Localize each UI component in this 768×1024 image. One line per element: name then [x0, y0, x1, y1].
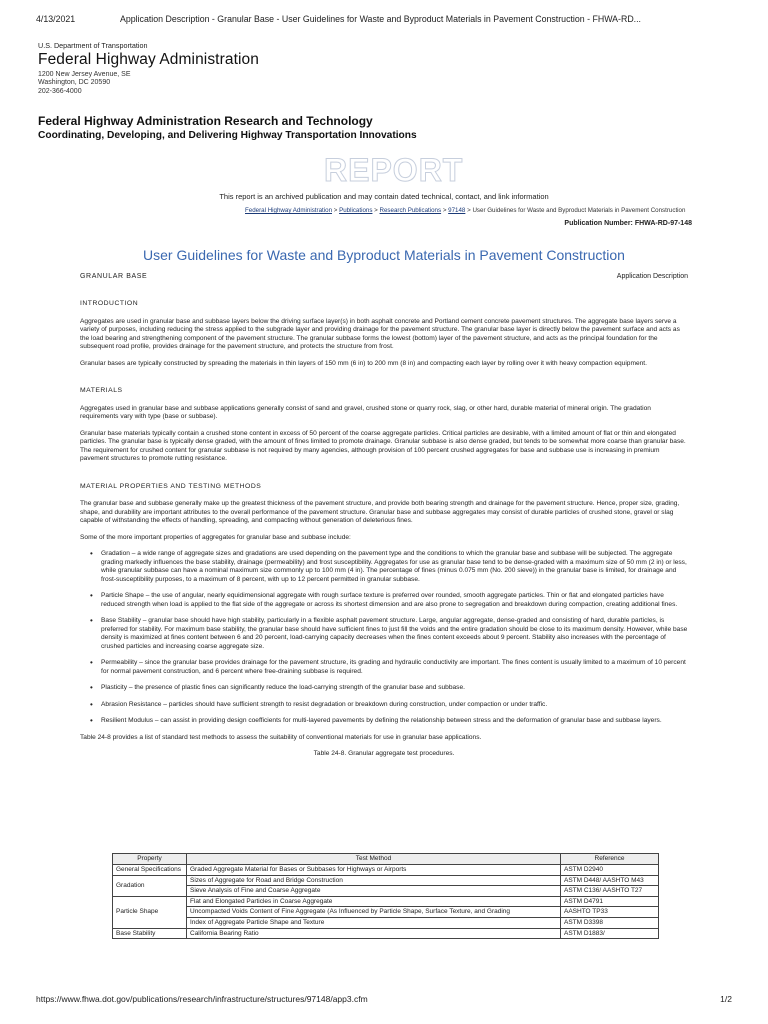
- list-item: • Abrasion Resistance – particles should have sufficient strength to resist degradation or breakdown during construction, under compaction or under traffic.: [90, 701, 688, 710]
- report-watermark: REPORT: [324, 152, 464, 188]
- page-url[interactable]: https://www.fhwa.dot.gov/publications/research/infrastructure/structures/97148/app3.cfm: [36, 994, 368, 1004]
- method-cell: Index of Aggregate Particle Shape and Texture: [187, 917, 561, 928]
- print-date: 4/13/2021: [36, 14, 76, 24]
- table-row: [113, 896, 659, 907]
- heading-materials: MATERIALS: [80, 387, 123, 394]
- paragraph: Aggregates used in granular base and subbase applications generally consist of sand and gravel, crushed stone or quarry rock, slag, or other hard, durable material of mineral origin. The gradation requirements vary with type (base or subbase).: [80, 404, 651, 420]
- test-procedures-table: [112, 853, 659, 939]
- method-cell: Uncompacted Voids Content of Fine Aggregate (As Influenced by Particle Shape, Surface Texture, and Grading: [187, 907, 561, 918]
- heading-material-properties: MATERIAL PROPERTIES AND TESTING METHODS: [80, 482, 262, 490]
- publication-number: Publication Number: FHWA-RD-97-148: [564, 220, 692, 227]
- list-item: • Particle Shape – the use of angular, nearly equidimensional aggregate with rough surface texture is preferred over rounded, smooth aggregate particles. Thin or flat and elongated particles have reduced strength when load is applied to the flat side of the aggregate or across its shortest dimension and are also prone to segregation and breakdown during compaction, creating additional fines.: [90, 592, 688, 609]
- reference-cell: ASTM D2940: [561, 865, 659, 876]
- section-row: [80, 273, 688, 280]
- agency-name[interactable]: Federal Highway Administration: [38, 51, 259, 68]
- method-cell: Graded Aggregate Material for Bases or Subbases for Highways or Airports: [187, 865, 561, 876]
- column-header-reference: Reference: [561, 854, 659, 865]
- column-header-test-method: Test Method: [187, 854, 561, 865]
- property-cell: Gradation: [113, 875, 187, 896]
- section-name: GRANULAR BASE: [80, 273, 148, 280]
- print-header: [36, 14, 732, 28]
- table-row: [113, 865, 659, 876]
- research-subtitle: Coordinating, Developing, and Delivering Highway Transportation Innovations: [38, 130, 417, 141]
- paragraph: The granular base and subbase generally make up the greatest thickness of the pavement structure, and provide both bearing strength and drainage for the pavement structure. Hence, proper size, grading, shape, and durability are important attributes to the overall performance of the pavement structure. Granular base and subbase aggregates may consist of durable particles of crushed stone, gravel or slag capable of withstanding the effects of handling, spreading, and compacting without generation of deleterious fines.: [80, 500, 680, 524]
- page-number: 1/2: [720, 994, 732, 1004]
- heading-introduction: INTRODUCTION: [80, 300, 139, 307]
- breadcrumb-separator: >: [332, 207, 340, 214]
- table-row: [113, 917, 659, 928]
- reference-cell: AASHTO TP33: [561, 907, 659, 918]
- breadcrumb-link-fhwa[interactable]: Federal Highway Administration: [245, 207, 333, 214]
- section-type: Application Description: [616, 273, 688, 280]
- paragraph: Granular base materials typically contain a crushed stone content in excess of 50 percent of the coarse aggregate particles. Critical particles are desirable, with a limited amount of flat or thin and elongated particles. The granular base is typically dense graded, with the amount of fines limited to promote drainage. Granular subbase is also dense graded, but tends to be somewhat more coarse than granular base. The requirement for crushed content for granular subbase is not required by many agencies, although provision of 100 percent crushed aggregates for base and subbase use is increasing in premium pavement structures to promote rutting resistance.: [80, 429, 686, 462]
- list-item: • Resilient Modulus – can assist in providing design coefficients for multi-layered pavements by defining the relationship between stress and the deformation of granular base and subbase layers.: [90, 717, 688, 726]
- method-cell: Flat and Elongated Particles in Coarse Aggregate: [187, 896, 561, 907]
- breadcrumb-link-research-publications[interactable]: Research Publications: [379, 207, 442, 214]
- breadcrumb-separator: >: [372, 207, 380, 214]
- agency-address: [38, 71, 259, 96]
- reference-cell: ASTM D1883/: [561, 928, 659, 939]
- reference-cell: ASTM D3398: [561, 917, 659, 928]
- breadcrumb-separator: >: [441, 207, 449, 214]
- table-row: [113, 928, 659, 939]
- breadcrumb-current: User Guidelines for Waste and Byproduct Materials in Pavement Construction: [472, 207, 686, 214]
- research-block: [38, 114, 417, 141]
- property-cell: Base Stability: [113, 928, 187, 939]
- list-item: • Gradation – a wide range of aggregate sizes and gradations are used depending on the pavement type and the conditions to which the granular base and subbase will be subjected. The aggregate grading markedly influences the base stability, drainage (permeability) and frost susceptibility. Aggregates for use as granular base tend to be dense-graded with a maximum size of 50 mm (2 in) or less, while granular subbase can have a nominal maximum size commonly up to 100 mm (4 in). The percentage of fines (minus 0.075 mm (No. 200 sieve)) in the granular base is limited, for drainage and frost-susceptibility purposes, to a maximum of 8 percent, with up to 12 percent permitted in granular subbase.: [90, 550, 688, 584]
- document-title: User Guidelines for Waste and Byproduct Materials in Pavement Construction: [143, 247, 625, 263]
- paragraph: Some of the more important properties of aggregates for granular base and subbase include:: [80, 533, 351, 541]
- reference-cell: ASTM D4791: [561, 896, 659, 907]
- breadcrumb-link-97148[interactable]: 97148: [448, 207, 466, 214]
- method-cell: Sizes of Aggregate for Road and Bridge Construction: [187, 875, 561, 886]
- properties-list: [90, 550, 688, 726]
- table-row: [113, 875, 659, 886]
- breadcrumb-separator: >: [465, 207, 473, 214]
- table-row: [113, 886, 659, 897]
- agency-dept: U.S. Department of Transportation: [38, 41, 148, 50]
- main-content: [80, 300, 688, 766]
- archived-notice: This report is an archived publication and may contain dated technical, contact, and link information: [219, 192, 549, 201]
- property-cell: Particle Shape: [113, 896, 187, 928]
- list-item: • Permeability – since the granular base provides drainage for the pavement structure, its grading and hydraulic conductivity are important. The fines content is usually limited to a maximum of 10 percent for normal pavement construction, and 6 percent where free-draining subbase is required.: [90, 659, 688, 676]
- reference-cell: ASTM D448/ AASHTO M43: [561, 875, 659, 886]
- table-header-row: [113, 854, 659, 865]
- address-line: Washington, DC 20590: [38, 79, 111, 87]
- address-phone: 202-366-4000: [38, 87, 82, 95]
- table-caption: Table 24-8. Granular aggregate test procedures.: [313, 750, 455, 757]
- address-line: 1200 New Jersey Avenue, SE: [38, 71, 131, 78]
- agency-block: [38, 41, 259, 96]
- print-page-title: Application Description - Granular Base - User Guidelines for Waste and Byproduct Materials in Pavement Construction - FHWA-RD...: [120, 14, 642, 24]
- list-item: • Base Stability – granular base should have high stability, particularly in a flexible asphalt pavement structure. Large, angular aggregate, dense-graded and consisting of hard, durable particles, is preferred for stability. For maximum base stability, the granular base should have sufficient fines to just fill the voids and the entire gradation should be close to its maximum density. However, while base density is maximized at fines content between 6 and 20 percent, load-carrying capacity decreases when the fines content exceeds about 9 percent. Stability also increases with the percentage of crushed particles and increasing coarse aggregate size.: [90, 617, 688, 651]
- table-row: [113, 907, 659, 918]
- breadcrumb: [245, 207, 685, 214]
- list-item: • Plasticity – the presence of plastic fines can significantly reduce the load-carrying strength of the granular base and subbase.: [90, 684, 688, 693]
- method-cell: California Bearing Ratio: [187, 928, 561, 939]
- column-header-property: Property: [113, 854, 187, 865]
- breadcrumb-link-publications[interactable]: Publications: [339, 207, 373, 214]
- research-title: Federal Highway Administration Research and Technology: [38, 114, 373, 128]
- paragraph: Aggregates are used in granular base and subbase layers below the driving surface layer(s) in both asphalt concrete and Portland cement concrete pavement structures. The aggregate base layers serve a variety of purposes, including reducing the stress applied to the subgrade layer and providing drainage for the pavement structure. The granular base layer is directly below the pavement surface and acts as the load bearing and strengthening component of the pavement structure. The granular subbase forms the lowest (bottom) layer of the pavement structure, and acts as the principal foundation for the subsequent road profile, provides drainage for the pavement structure, and protects the structure from frost.: [80, 317, 680, 350]
- paragraph: Granular bases are typically constructed by spreading the materials in thin layers of 150 mm (6 in) to 200 mm (8 in) and compacting each layer by rolling over it with heavy compaction equipment.: [80, 359, 647, 367]
- property-cell: General Specifications: [113, 865, 187, 876]
- print-footer: [36, 994, 732, 1004]
- method-cell: Sieve Analysis of Fine and Coarse Aggregate: [187, 886, 561, 897]
- paragraph: Table 24-8 provides a list of standard test methods to assess the suitability of conventional materials for use in granular base applications.: [80, 733, 482, 741]
- reference-cell: ASTM C136/ AASHTO T27: [561, 886, 659, 897]
